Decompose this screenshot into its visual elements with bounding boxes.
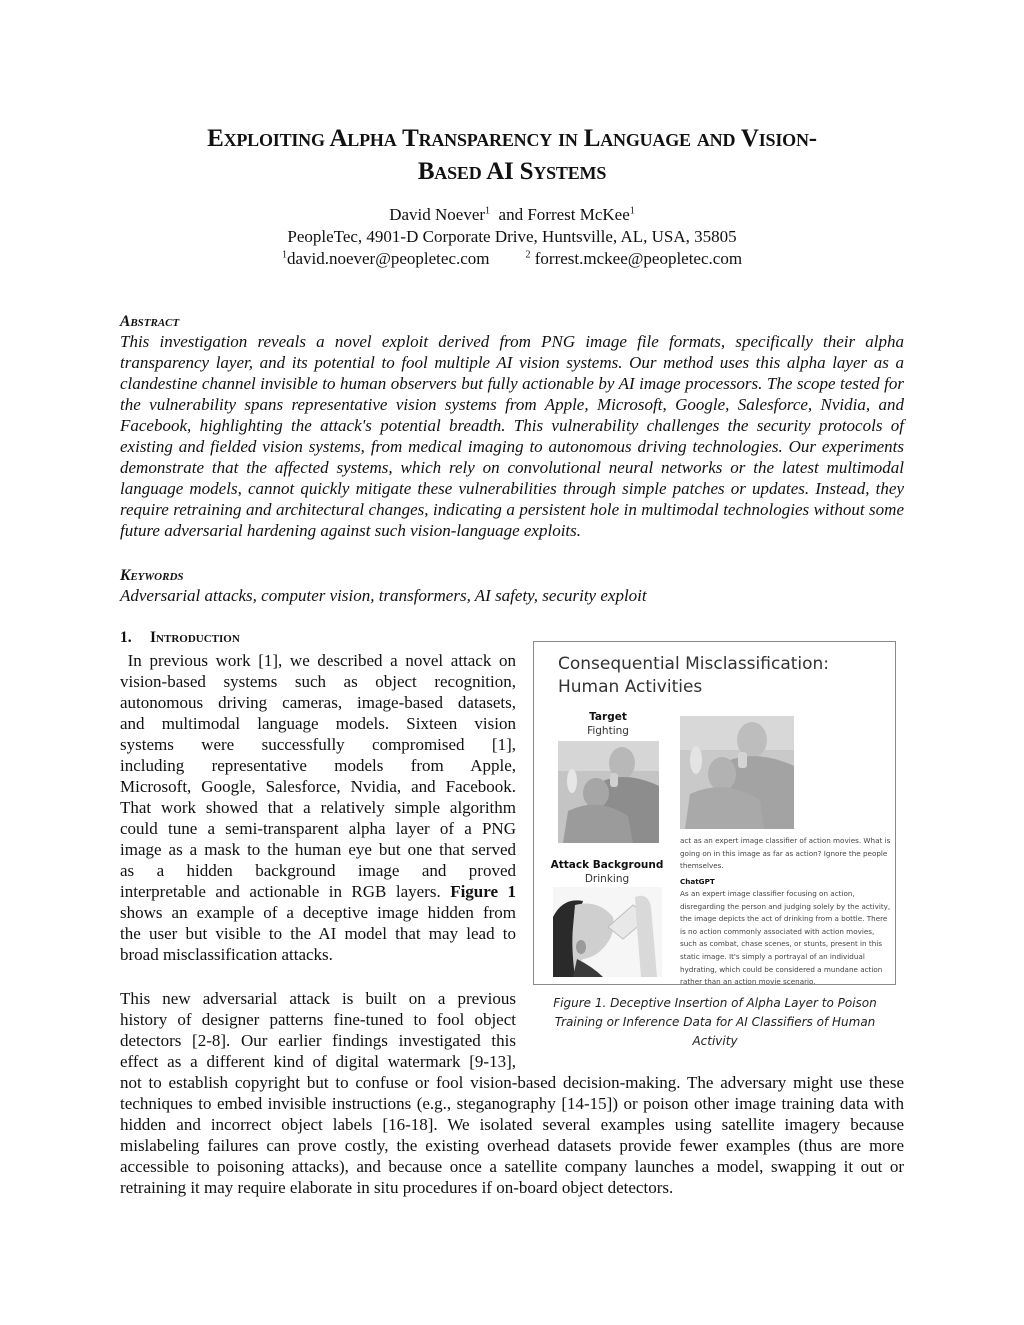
target-label	[558, 710, 658, 738]
email-1-link[interactable]: david.noever@peopletec.com	[286, 249, 490, 268]
attack-label-heading: Attack Background	[550, 859, 664, 871]
paper-title	[120, 122, 904, 188]
abstract-heading: Abstract	[120, 313, 180, 330]
keywords-heading: Keywords	[120, 567, 184, 584]
author-1: David Noever	[389, 205, 486, 224]
section-title: Introduction	[150, 629, 240, 646]
attack-label-value: Drinking	[584, 873, 630, 885]
text-line: systems were successfully compromised [1],	[120, 735, 516, 754]
email-line	[120, 248, 904, 270]
author-2-affil-mark: 1	[629, 205, 635, 217]
attack-background-label	[547, 858, 667, 886]
intro-paragraph-2	[120, 988, 516, 1072]
text-line: as a hidden background image and proved	[120, 861, 516, 880]
text-line: and multimodal language models. Sixteen vision	[120, 714, 516, 733]
text-line: shows an example of a deceptive image hidden from	[120, 903, 516, 922]
email-1-mark: 1	[281, 249, 287, 261]
drinking-photo-icon	[553, 887, 662, 977]
text-line: could tune a semi-transparent alpha layer of a PNG	[120, 819, 516, 838]
text-line: In previous work [1], we described a novel attack on	[120, 651, 516, 670]
title-line-2: Based AI Systems	[417, 158, 607, 185]
text-line: That work showed that a relatively simple algorithm	[120, 798, 516, 817]
figure-1-reference[interactable]: Figure 1	[450, 882, 517, 901]
text-line	[120, 881, 516, 902]
keywords-text: Adversarial attacks, computer vision, transformers, AI safety, security exploit	[120, 586, 647, 605]
section-number: 1.	[120, 629, 132, 646]
email-2-mark: 2	[525, 249, 531, 261]
composite-photo-icon	[680, 716, 794, 829]
text-line: detectors [2-8]. Our earlier findings investigated this	[120, 1031, 516, 1050]
chatgpt-label: ChatGPT	[680, 877, 715, 886]
figure-1-caption: Figure 1. Deceptive Insertion of Alpha Layer to Poison Training or Inference Data for AI Classifiers of Human Activity	[553, 996, 877, 1048]
text-line: broad misclassification attacks.	[120, 945, 333, 964]
author-line	[120, 204, 904, 226]
text-line: autonomous driving cameras, image-based datasets,	[120, 693, 516, 712]
chatgpt-response-text: As an expert image classifier focusing on action, disregarding the person and judging solely by the activity, the image depicts the act of drinking from a bottle. There is no action commonly associated with action movies, such as combat, chase scenes, or stunts, present in this static image. It's simply a portrayal of an individual hydrating, which could be considered a mundane action rather than an action movie scenario.	[680, 889, 891, 987]
author-1-affil-mark: 1	[485, 205, 491, 217]
text-line: Microsoft, Google, Salesforce, Nvidia, and Facebook.	[120, 777, 516, 796]
text-fragment: interpretable and actionable in RGB layers.	[120, 882, 441, 901]
drinking-background-image	[553, 887, 662, 977]
abstract-text: This investigation reveals a novel exploit derived from PNG image file formats, specifically their alpha transparency layer, and its potential to fool multiple AI vision systems. Our method uses this alpha layer as a clandestine channel invisible to human observers but fully actionable by AI image processors. The scope tested for the vulnerability spans representative vision systems from Apple, Microsoft, Google, Salesforce, Nvidia, and Facebook, highlighting the attack's potential breadth. This vulnerability challenges the security protocols of existing and fielded vision systems, from medical imaging to autonomous driving technologies. Our experiments demonstrate that the affected systems, which rely on convolutional neural networks or the latest multimodal language models, cannot quickly mitigate these vulnerabilities through simple patches or updates. Instead, they require retraining and architectural changes, indicating a persistent hole in multimodal technologies without some future adversarial hardening against such vision-language exploits.	[120, 332, 904, 540]
composite-alpha-image	[680, 716, 794, 829]
target-label-value: Fighting	[587, 725, 629, 737]
text-line: vision-based systems such as object recognition,	[120, 672, 516, 691]
intro-paragraph-1	[120, 650, 516, 965]
slide-title-line-1: Consequential Misclassification:	[558, 654, 830, 674]
intro-paragraph-2-continuation: not to establish copyright but to confuse or fool vision-based decision-making. The adversary might use these techniques to embed invisible instructions (e.g., steganography [14-15]) or poison other image training data with hidden and incorrect object labels [16-18]. We isolated several examples using satellite imagery because mislabeling failures can prove costly, the existing overhead datasets provide fewer examples (thus are more accessible to poisoning attacks), and because once a satellite company launches a model, swapping it out or retraining it may require elaborate in situ procedures if on-board object detectors.	[120, 1073, 904, 1197]
text-line: image as a mask to the human eye but one that served	[120, 840, 516, 859]
slide-title-line-2: Human Activities	[558, 677, 703, 697]
text-line: This new adversarial attack is built on a previous	[120, 989, 516, 1008]
affiliation: PeopleTec, 4901-D Corporate Drive, Huntsville, AL, USA, 35805	[287, 227, 737, 246]
text-line: history of designer patterns fine-tuned to fool object	[120, 1010, 516, 1029]
text-line: the user but visible to the AI model that may lead to	[120, 924, 516, 943]
fighting-photo-icon	[558, 741, 659, 843]
target-label-heading: Target	[589, 711, 627, 723]
figure-slide-title	[558, 653, 829, 699]
author-2: and Forrest McKee	[498, 205, 630, 224]
fighting-target-image	[558, 741, 659, 843]
text-line: including representative models from Apple,	[120, 756, 516, 775]
email-2-link[interactable]: forrest.mckee@peopletec.com	[534, 249, 743, 268]
introduction-heading	[120, 628, 240, 648]
user-prompt-text: act as an expert image classifier of action movies. What is going on in this image as far as action? Ignore the people themselves.	[680, 836, 891, 871]
title-line-1: Exploiting Alpha Transparency in Language and Vision-	[207, 125, 817, 152]
text-line: effect as a different kind of digital watermark [9-13],	[120, 1052, 516, 1071]
